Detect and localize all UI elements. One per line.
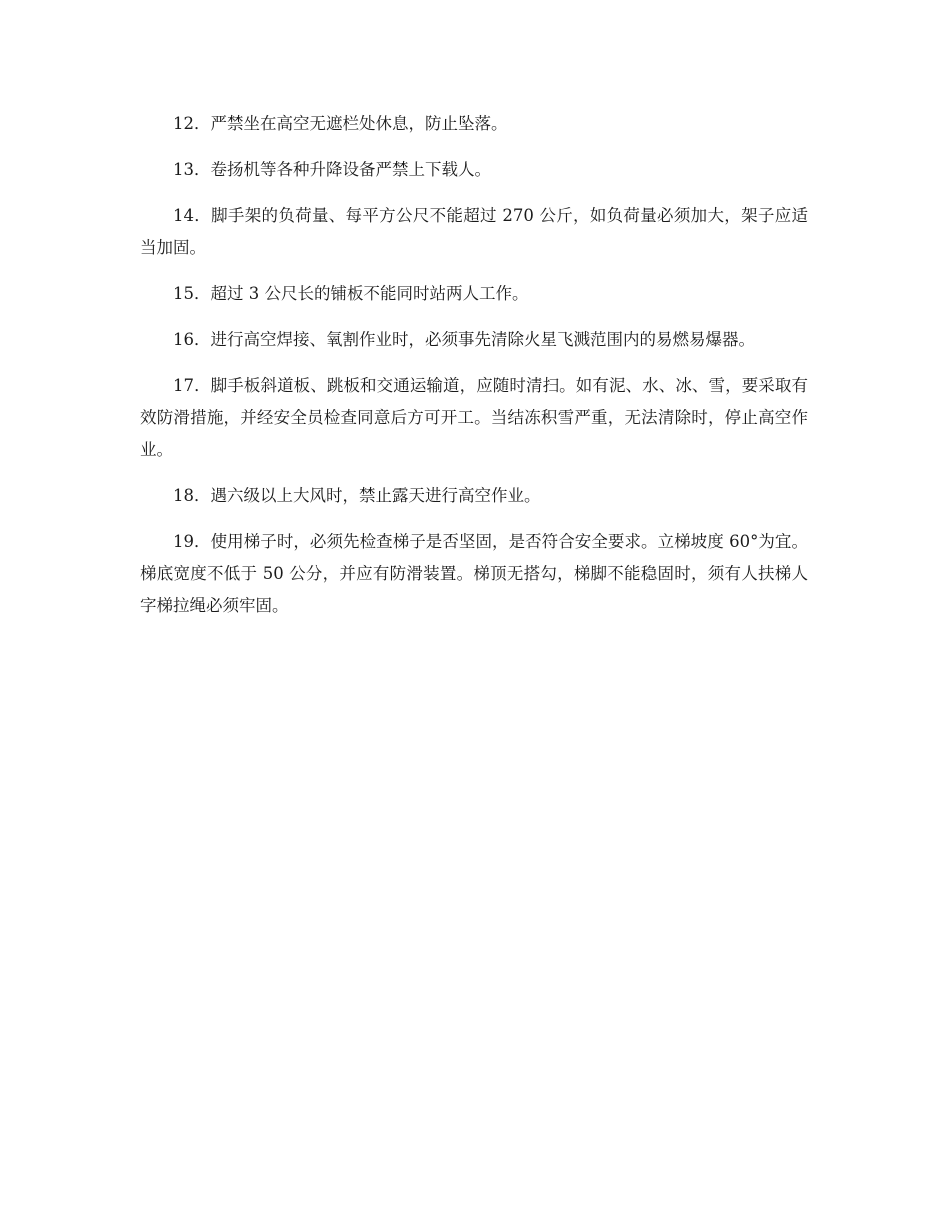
rule-item-12: 12．严禁坐在高空无遮栏处休息，防止坠落。 xyxy=(173,114,508,133)
rule-item-15: 15．超过 3 公尺长的铺板不能同时站两人工作。 xyxy=(173,284,529,303)
document-body xyxy=(140,108,808,636)
rule-item-18: 18．遇六级以上大风时，禁止露天进行高空作业。 xyxy=(173,486,541,505)
rule-item-17: 17．脚手板斜道板、跳板和交通运输道，应随时清扫。如有泥、水、冰、雪，要采取有效防滑措施，并经安全员检查同意后方可开工。当结冻积雪严重，无法清除时，停止高空作业。 xyxy=(140,376,808,459)
rule-item-14: 14．脚手架的负荷量、每平方公尺不能超过 270 公斤，如负荷量必须加大，架子应适当加固。 xyxy=(140,206,808,257)
rule-item-13: 13．卷扬机等各种升降设备严禁上下载人。 xyxy=(173,160,491,179)
rule-item-16: 16．进行高空焊接、氧割作业时，必须事先清除火星飞溅范围内的易燃易爆器。 xyxy=(173,330,755,349)
rule-item-19: 19．使用梯子时，必须先检查梯子是否坚固，是否符合安全要求。立梯坡度 60°为宜。梯底宽度不低于 50 公分，并应有防滑装置。梯顶无搭勾，梯脚不能稳固时，须有人扶梯人字梯拉绳必须牢固。 xyxy=(140,532,808,615)
